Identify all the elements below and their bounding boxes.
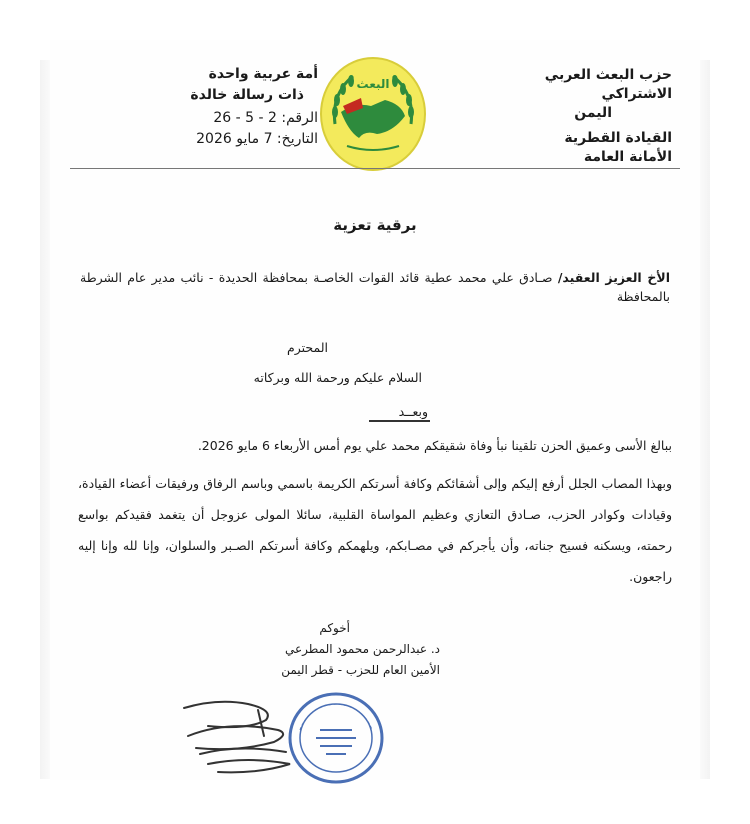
official-stamp bbox=[286, 690, 386, 786]
org-secretariat: الأمانة العامة bbox=[583, 149, 672, 165]
slogan-line2: ذات رسالة خالدة bbox=[190, 87, 304, 103]
paragraph-condolence: وبهذا المصاب الجلل أرفع إليكم وإلى أشقائكم وكافة أسرتكم الكريمة باسمي وباسم الرفاق ورفيقات أعضاء القيادة، وقيادات وكوادر الحزب، صـادق التعازي وعظيم المواساة القلبية، سائلا المولى عزوجل أن يتغمد فقيدكم بواسع رحمته، ويسكنه فسيح جناته، وأن يأجركم في مصـابكم، ويلهمكم وكافة أسرتكم الصـبر والسلوان، وإنا لله وإنا إليه راجعون. bbox=[78, 476, 672, 584]
scan-edge-left bbox=[40, 60, 50, 779]
closing: أخوكم bbox=[319, 621, 350, 635]
reference-number: الرقم: 2 - 5 - 26 bbox=[213, 110, 318, 126]
scan-edge-right bbox=[700, 60, 710, 779]
recipient-text: صـادق علي محمد عطية قائد القوات الخاصـة بمحافظة الحديدة - نائب مدير عام الشرطة بالمحافظة bbox=[80, 270, 670, 304]
emblem-text: البعث bbox=[356, 77, 390, 91]
party-emblem bbox=[313, 54, 433, 174]
org-command: القيادة القطرية bbox=[564, 130, 672, 146]
wabaad: وبعــد bbox=[369, 404, 430, 422]
paragraph-news: ببالغ الأسى وعميق الحزن تلقينا نبأ وفاة شقيقكم محمد علي يوم أمس الأربعاء 6 مايو 2026. bbox=[197, 438, 672, 453]
letter-title: برقية تعزية bbox=[333, 216, 417, 234]
respected-label: المحترم bbox=[287, 340, 328, 355]
org-country: اليمن bbox=[574, 105, 612, 121]
slogan-line1: أمة عربية واحدة bbox=[208, 66, 318, 82]
signer-role: الأمين العام للحزب - قطر اليمن bbox=[281, 663, 440, 677]
recipient-label: الأخ العزيز العقيد/ bbox=[557, 270, 670, 285]
letter-page bbox=[50, 40, 700, 780]
org-header bbox=[472, 66, 672, 167]
org-name: حزب البعث العربي الاشتراكي bbox=[544, 67, 672, 102]
recipient-line bbox=[80, 268, 670, 306]
signer-name: د. عبدالرحمن محمود المطرعي bbox=[285, 642, 440, 656]
signature-block bbox=[281, 618, 440, 681]
letter-date: التاريخ: 7 مايو 2026 bbox=[196, 131, 318, 147]
header-divider bbox=[70, 168, 680, 169]
greeting: السلام عليكم ورحمة الله وبركاته bbox=[253, 370, 422, 385]
slogan-block bbox=[168, 64, 318, 150]
handwritten-signature bbox=[178, 690, 298, 780]
